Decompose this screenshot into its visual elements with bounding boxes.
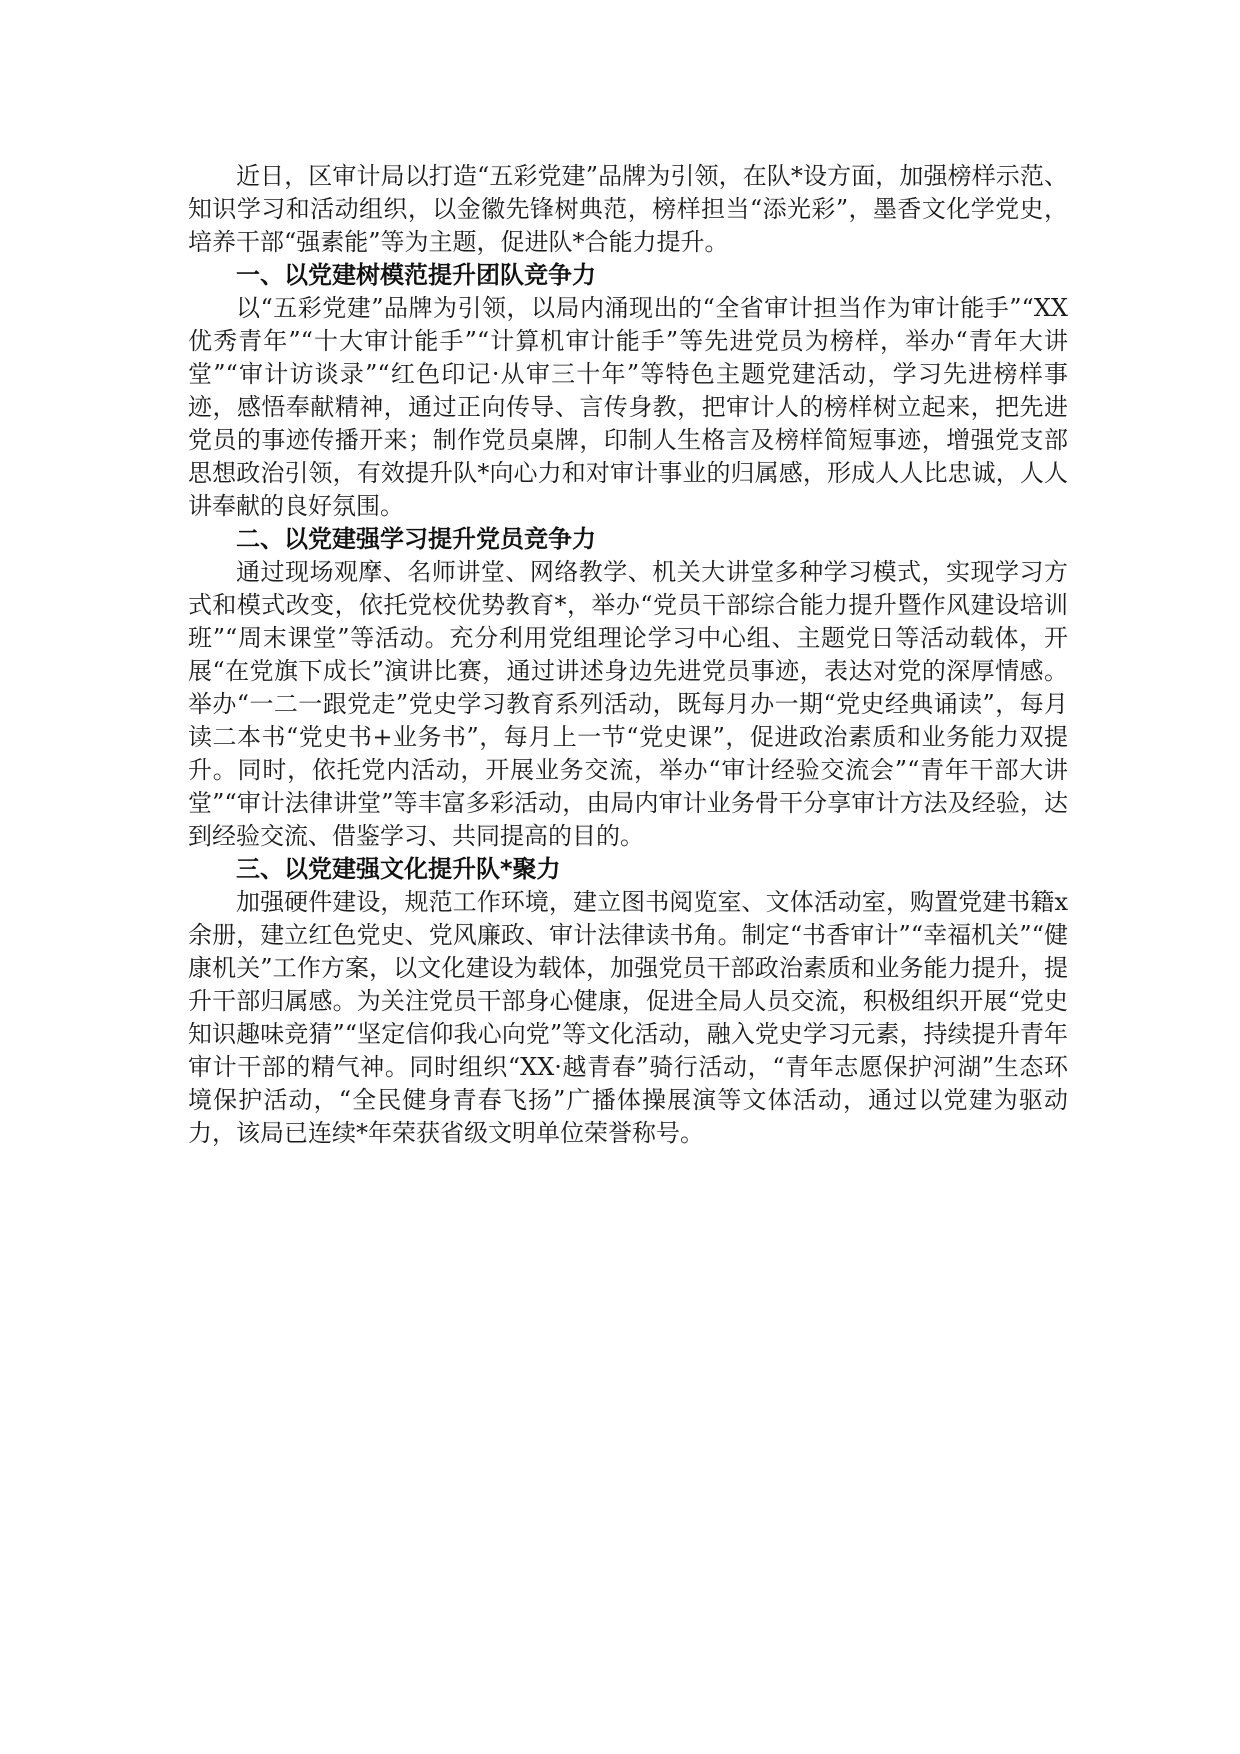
- section-3-paragraph: 加强硬件建设，规范工作环境，建立图书阅览室、文体活动室，购置党建书籍x余册，建立红色党史、党风廉政、审计法律读书角。制定“书香审计”“幸福机关”“健康机关”工作方案，以文化建设为载体，加强党员干部政治素质和业务能力提升，提升干部归属感。为关注党员干部身心健康，促进全局人员交流，积极组织开展“党史知识趣味竞猜”“坚定信仰我心向党”等文化活动，融入党史学习元素，持续提升青年审计干部的精气神。同时组织“XX·越青春”骑行活动，“青年志愿保护河湖”生态环境保护活动，“全民健身青春飞扬”广播体操展演等文体活动，通过以党建为驱动力，该局已连续*年荣获省级文明单位荣誉称号。: [188, 888, 1068, 1147]
- document-body: [188, 160, 1068, 1150]
- section-2-heading: 二、以党建强学习提升党员竞争力: [236, 525, 596, 553]
- section-1-heading: 一、以党建树模范提升团队竞争力: [236, 261, 596, 289]
- section-1-paragraph: 以“五彩党建”品牌为引领，以局内涌现出的“全省审计担当作为审计能手”“XX优秀青年”“十大审计能手”“计算机审计能手”等先进党员为榜样，举办“青年大讲堂”“审计访谈录”“红色印记·从审三十年”等特色主题党建活动，学习先进榜样事迹，感悟奉献精神，通过正向传导、言传身教，把审计人的榜样树立起来，把先进党员的事迹传播开来；制作党员桌牌，印制人生格言及榜样简短事迹，增强党支部思想政治引领，有效提升队*向心力和对审计事业的归属感，形成人人比忠诚，人人讲奉献的良好氛围。: [188, 294, 1068, 520]
- intro-paragraph: 近日，区审计局以打造“五彩党建”品牌为引领，在队*设方面，加强榜样示范、知识学习和活动组织，以金徽先锋树典范，榜样担当“添光彩”，墨香文化学党史，培养干部“强素能”等为主题，促进队*合能力提升。: [188, 162, 1068, 256]
- section-3-heading: 三、以党建强文化提升队*聚力: [236, 855, 561, 883]
- section-2-paragraph: 通过现场观摩、名师讲堂、网络教学、机关大讲堂多种学习模式，实现学习方式和模式改变，依托党校优势教育*，举办“党员干部综合能力提升暨作风建设培训班”“周末课堂”等活动。充分利用党组理论学习中心组、主题党日等活动载体，开展“在党旗下成长”演讲比赛，通过讲述身边先进党员事迹，表达对党的深厚情感。举办“一二一跟党走”党史学习教育系列活动，既每月办一期“党史经典诵读”，每月读二本书“党史书+业务书”，每月上一节“党史课”，促进政治素质和业务能力双提升。同时，依托党内活动，开展业务交流，举办“审计经验交流会”“青年干部大讲堂”“审计法律讲堂”等丰富多彩活动，由局内审计业务骨干分享审计方法及经验，达到经验交流、借鉴学习、共同提高的目的。: [188, 558, 1068, 850]
